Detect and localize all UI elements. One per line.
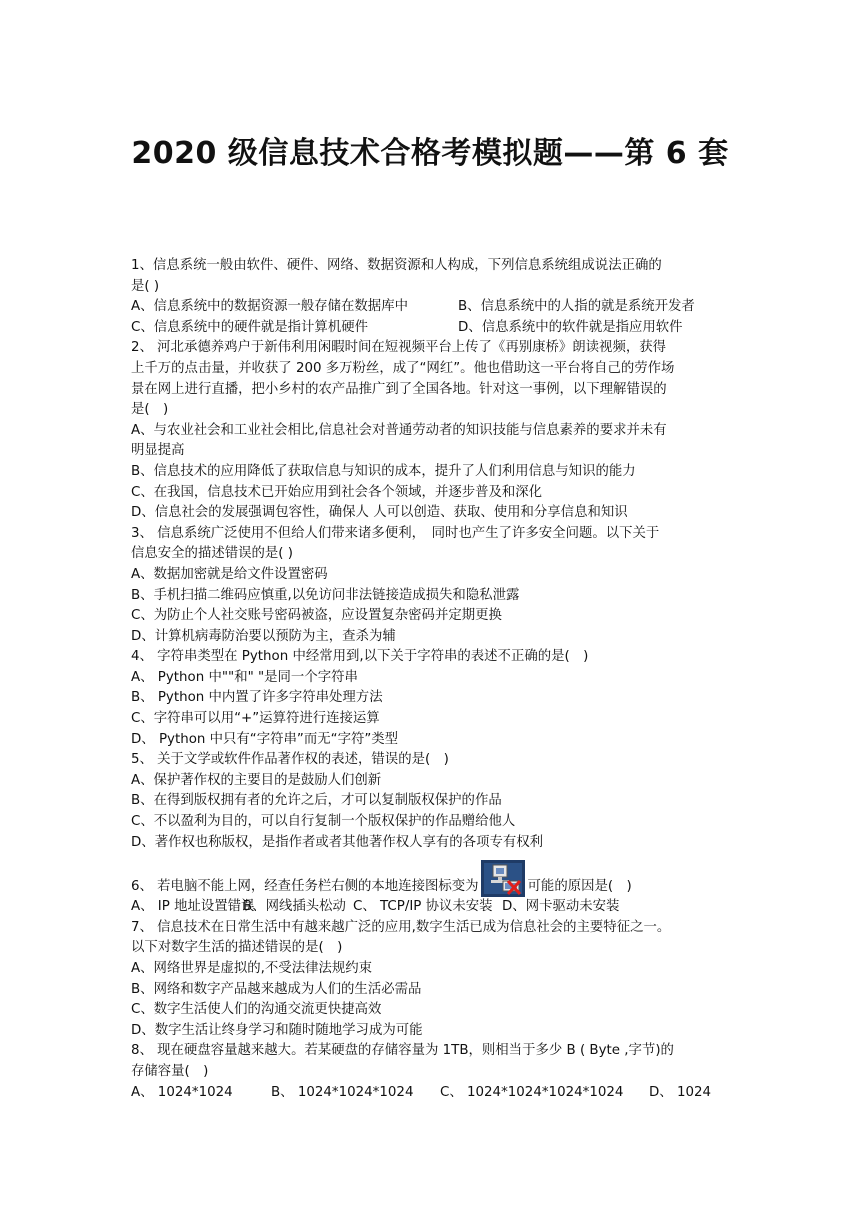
question-list (131, 256, 733, 1103)
q5-option-b: B、在得到版权拥有者的允许之后，才可以复制版权保护的作品 (131, 793, 502, 809)
network-disconnected-icon (481, 860, 525, 897)
q7-option-d: D、数字生活让终身学习和随时随地学习成为可能 (131, 1022, 423, 1038)
q3-option-b: B、手机扫描二维码应慎重,以免访问非法链接造成损失和隐私泄露 (131, 587, 520, 603)
q7-option-a: A、网络世界是虚拟的,不受法律法规约束 (131, 961, 373, 976)
q7-option-b: B、网络和数字产品越来越成为人们的生活必需品 (131, 981, 422, 997)
q6-stem-after: 可能的原因是( ) (527, 878, 632, 894)
q5-option-c: C、不以盈利为目的，可以自行复制一个版权保护的作品赠给他人 (131, 814, 516, 830)
q1-option-a: A、信息系统中的数据资源一般存储在数据库中 (131, 299, 408, 315)
q3-stem-line-1: 3、 信息系统广泛使用不但给人们带来诸多便利， 同时也产生了许多安全问题。以下关于 (131, 525, 660, 541)
q4-option-c: C、字符串可以用“+”运算符进行连接运算 (131, 711, 380, 727)
q3-stem-line-2: 信息安全的描述错误的是( ) (131, 546, 294, 562)
q2-option-b: B、信息技术的应用降低了获取信息与知识的成本，提升了人们利用信息与知识的能力 (131, 463, 636, 479)
q5-option-a: A、保护著作权的主要目的是鼓励人们创新 (131, 772, 382, 788)
q4-option-d: D、 Python 中只有“字符串”而无“字符”类型 (131, 731, 399, 747)
q7-stem-line-2: 以下对数字生活的描述错误的是( ) (131, 940, 343, 956)
q8-option-c: C、 1024*1024*1024*1024 (440, 1084, 624, 1100)
q6-options-row (131, 897, 733, 918)
q4-option-b: B、 Python 中内置了许多字符串处理方法 (131, 690, 383, 706)
q8-option-a: A、 1024*1024 (131, 1084, 233, 1100)
q8-option-d: D、 1024 (649, 1084, 712, 1100)
page-title: 2020 级信息技术合格考模拟题——第 6 套 (131, 136, 729, 171)
q6-option-a: A、 IP 地址设置错误 (131, 899, 255, 915)
q5-option-d: D、著作权也称版权，是指作者或者其他著作权人享有的各项专有权利 (131, 834, 544, 850)
q1-stem-line-2: 是( ) (131, 278, 160, 294)
q8-stem-line-1: 8、 现在硬盘容量越来越大。若某硬盘的存储容量为 1TB，则相当于多少 B ( Byte ,字节)的 (131, 1043, 674, 1059)
q8-stem-line-2: 存储容量( ) (131, 1063, 209, 1079)
q1-options-row-1 (131, 297, 733, 318)
q6-option-d: D、网卡驱动未安装 (502, 899, 620, 915)
q8-option-b: B、 1024*1024*1024 (271, 1084, 414, 1100)
q2-option-a-line-1: A、与农业社会和工业社会相比,信息社会对普通劳动者的知识技能与信息素养的要求并未有 (131, 422, 667, 438)
q8-options-row (131, 1083, 733, 1104)
q7-option-c: C、数字生活使人们的沟通交流更快捷高效 (131, 1002, 382, 1018)
q1-stem-line-1: 1、信息系统一般由软件、硬件、网络、数据资源和人构成，下列信息系统组成说法正确的 (131, 258, 662, 273)
q6-option-c: C、 TCP/IP 协议未安装 (353, 899, 493, 915)
q6-stem-before: 6、 若电脑不能上网，经查任务栏右侧的本地连接图标变为 (131, 878, 479, 894)
q2-stem-line-1: 2、 河北承德养鸡户于新伟利用闲暇时间在短视频平台上传了《再别康桥》朗读视频，获得 (131, 340, 667, 356)
q4-stem: 4、 字符串类型在 Python 中经常用到,以下关于字符串的表述不正确的是( ) (131, 649, 589, 665)
q1-options-row-2 (131, 318, 733, 339)
q5-stem: 5、 关于文学或软件作品著作权的表述，错误的是( ) (131, 752, 449, 768)
q6-stem (131, 865, 733, 897)
q3-option-a: A、数据加密就是给文件设置密码 (131, 566, 328, 582)
q1-option-d: D、信息系统中的软件就是指应用软件 (458, 319, 683, 335)
q6-option-b: B、网线插头松动 (243, 899, 346, 915)
q2-option-a-line-2: 明显提高 (131, 443, 185, 459)
q2-stem-line-2: 上千万的点击量，并收获了 200 多万粉丝，成了“网红”。他也借助这一平台将自己的劳作场 (131, 360, 675, 376)
q2-option-d: D、信息社会的发展强调包容性，确保人 人可以创造、获取、使用和分享信息和知识 (131, 505, 628, 521)
q1-option-c: C、信息系统中的硬件就是指计算机硬件 (131, 319, 368, 335)
q7-stem-line-1: 7、 信息技术在日常生活中有越来越广泛的应用,数字生活已成为信息社会的主要特征之一。 (131, 919, 671, 935)
q2-stem-line-3: 景在网上进行直播，把小乡村的农产品推广到了全国各地。针对这一事例，以下理解错误的 (131, 381, 667, 397)
q3-option-d: D、计算机病毒防治要以预防为主，查杀为辅 (131, 628, 396, 644)
q2-stem-line-4: 是( ) (131, 402, 169, 418)
q3-option-c: C、为防止个人社交账号密码被盗，应设置复杂密码并定期更换 (131, 608, 502, 624)
q4-option-a: A、 Python 中""和" "是同一个字符串 (131, 669, 358, 685)
q1-option-b: B、信息系统中的人指的就是系统开发者 (458, 299, 695, 315)
q2-option-c: C、在我国，信息技术已开始应用到社会各个领域，并逐步普及和深化 (131, 484, 543, 500)
